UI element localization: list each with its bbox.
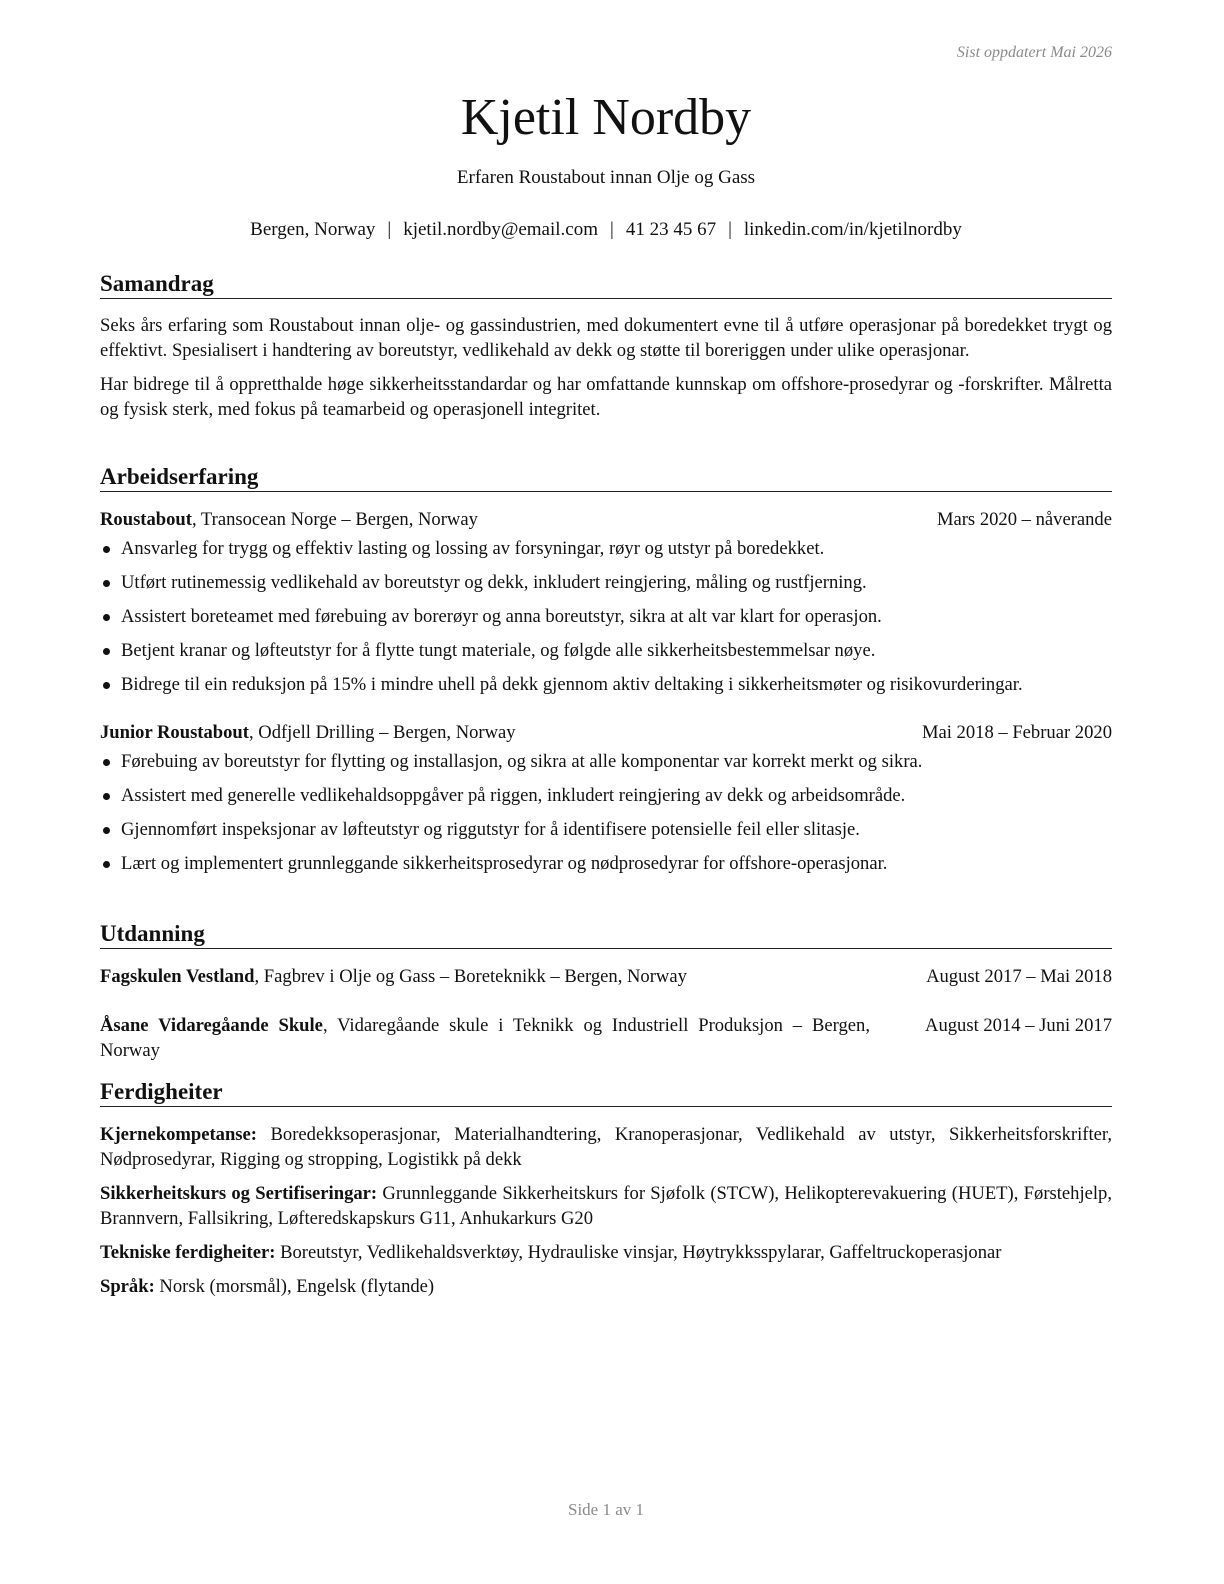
contact-linkedin[interactable]: linkedin.com/in/kjetilnordby [743,219,962,240]
job-role: Junior Roustabout [100,722,249,743]
last-updated: Sist oppdatert Mai 2026 [956,44,1112,61]
job-header [100,507,1112,532]
experience-section [100,463,1112,876]
contact-location: Bergen, Norway [250,219,376,240]
page-number: Side 1 av 1 [567,1500,645,1519]
skill-label: Kjernekompetanse: [100,1124,257,1145]
education-dates: August 2017 – Mai 2018 [926,966,1112,987]
summary-paragraph: Har bidrege til å oppretthalde høge sikkerheitsstandardar og har omfattande kunnskap om offshore-prosedyrar og -forskrifter. Målretta og fysisk sterk, med fokus på teamarbeid og operasjonell integritet. [100,374,1112,420]
skill-group [100,1274,1112,1299]
job-header [100,720,1112,745]
skill-label: Sikkerheitskurs og Sertifiseringar: [100,1183,378,1204]
skill-label: Språk: [100,1276,155,1297]
job-dates: Mars 2020 – nåverande [936,509,1112,530]
education-detail: , Vidaregåande skule i Teknikk og Industriell Produksjon – Bergen, Norway [100,1015,870,1061]
skill-group [100,1240,1112,1265]
education-dates: August 2014 – Juni 2017 [925,1015,1112,1036]
list-item: Assistert boreteamet med førebuing av borerøyr og anna boreutstyr, sikra at alt var klart for operasjon. [100,604,1112,629]
job-company: , Odfjell Drilling – Bergen, Norway [248,722,516,743]
list-item: Lært og implementert grunnleggande sikkerheitsprosedyrar og nødprosedyrar for offshore-operasjonar. [100,851,1112,876]
job-entry [100,507,1112,697]
skill-text: Boredekksoperasjonar, Materialhandtering, Kranoperasjonar, Vedlikehald av utstyr, Sikkerheitsforskrifter, Nødprosedyrar, Rigging og stropping, Logistikk på dekk [100,1124,1112,1170]
candidate-name: Kjetil Nordby [460,89,752,146]
job-role: Roustabout [100,509,192,530]
summary-section [100,270,1112,422]
job-bullets [100,536,1112,697]
list-item: Ansvarleg for trygg og effektiv lasting og lossing av forsyningar, røyr og utstyr på boredekket. [100,536,1112,561]
education-section [100,920,1112,1063]
education-entry [100,1013,1112,1063]
skill-text: Boreutstyr, Vedlikehaldsverktøy, Hydrauliske vinsjar, Høytrykksspylarar, Gaffeltruckoperasjonar [275,1242,1002,1263]
skill-text: Grunnleggande Sikkerheitskurs for Sjøfolk (STCW), Helikopterevakuering (HUET), Førstehjelp, Brannvern, Fallsikring, Løfteredskapskurs G11, Anhukarkurs G20 [100,1183,1112,1229]
section-title-education: Utdanning [100,920,1112,949]
job-entry [100,720,1112,876]
job-dates: Mai 2018 – Februar 2020 [921,722,1112,743]
section-title-skills: Ferdigheiter [100,1078,1112,1107]
headline: Erfaren Roustabout innan Olje og Gass [456,167,756,188]
job-bullets [100,749,1112,876]
skill-group [100,1181,1112,1231]
skill-group [100,1122,1112,1172]
contact-separator: | [387,219,392,240]
list-item: Betjent kranar og løfteutstyr for å flytte tungt materiale, og følgde alle sikkerheitsbestemmelsar nøye. [100,638,1112,663]
contact-separator: | [610,219,614,240]
list-item: Gjennomført inspeksjonar av løfteutstyr og riggutstyr for å identifisere potensielle feil eller slitasje. [100,817,1112,842]
contact-separator: | [728,219,732,240]
resume-page [100,0,1112,1584]
education-entry [100,964,1112,989]
contact-line [100,219,1112,241]
list-item: Utført rutinemessig vedlikehald av boreutstyr og dekk, inkludert reingjering, måling og rustfjerning. [100,570,1112,595]
skills-section [100,1078,1112,1299]
list-item: Assistert med generelle vedlikehaldsoppgåver på riggen, inkludert reingjering av dekk og arbeidsområde. [100,783,1112,808]
school-name: Åsane Vidaregåande Skule [100,1015,323,1036]
school-name: Fagskulen Vestland [100,966,255,987]
list-item: Førebuing av boreutstyr for flytting og installasjon, og sikra at alle komponentar var korrekt merkt og sikra. [100,749,1112,774]
education-detail: , Fagbrev i Olje og Gass – Boreteknikk – Bergen, Norway [254,966,687,987]
contact-phone: 41 23 45 67 [625,219,717,240]
section-title-experience: Arbeidserfaring [100,463,1112,492]
job-company: , Transocean Norge – Bergen, Norway [191,509,478,530]
contact-email[interactable]: kjetil.nordby@email.com [403,219,598,240]
list-item: Bidrege til ein reduksjon på 15% i mindre uhell på dekk gjennom aktiv deltaking i sikkerheitsmøter og risikovurderingar. [100,672,1112,697]
summary-paragraph: Seks års erfaring som Roustabout innan olje- og gassindustrien, med dokumentert evne til å utføre operasjonar på boredekket trygt og effektivt. Spesialisert i handtering av boreutstyr, vedlikehald av dekk og støtte til boreriggen under ulike operasjonar. [100,315,1112,361]
section-title-summary: Samandrag [100,270,1112,299]
skill-text: Norsk (morsmål), Engelsk (flytande) [154,1276,435,1297]
skill-label: Tekniske ferdigheiter: [100,1242,276,1263]
